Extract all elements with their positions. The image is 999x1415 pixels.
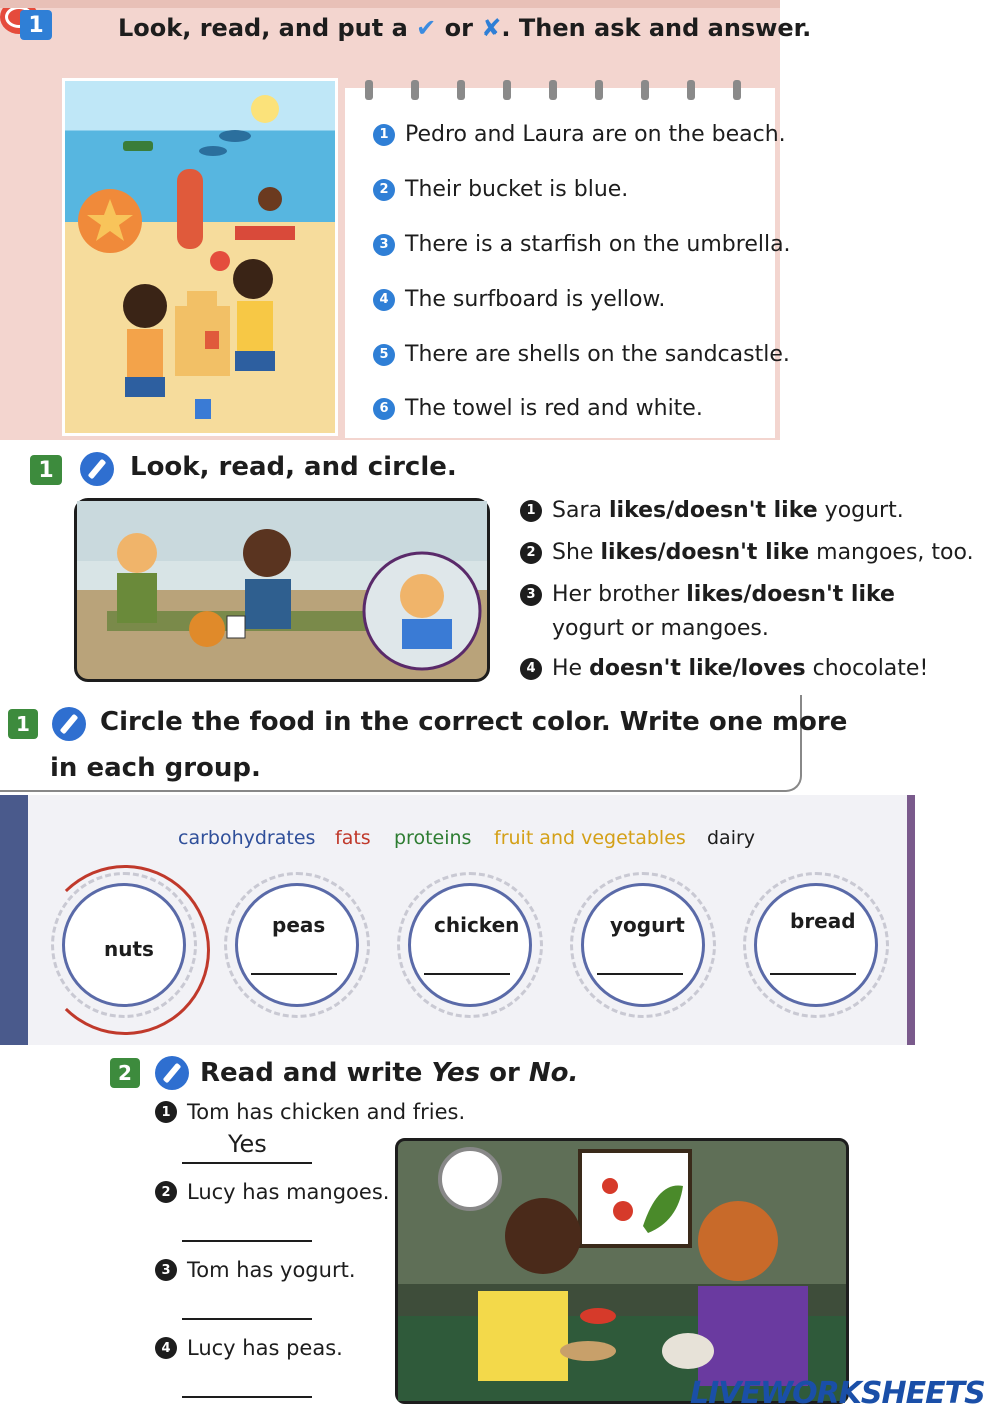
option-separator: /: [732, 656, 741, 681]
line-end: yogurt.: [824, 498, 904, 523]
food-chicken[interactable]: chicken: [434, 913, 520, 937]
option-1[interactable]: doesn't like: [589, 656, 733, 681]
answer-line-peas[interactable]: [251, 973, 337, 975]
line-continuation: yogurt or mangoes.: [552, 616, 769, 641]
likes-line-3-cont: [552, 616, 769, 641]
title-text: Look, read, and put a: [118, 14, 408, 42]
exercise-likes: [0, 440, 999, 695]
title-text-2: . Then ask and answer.: [501, 14, 812, 42]
question-text: Tom has yogurt.: [187, 1258, 356, 1282]
food-circle-4[interactable]: [581, 883, 705, 1007]
exercise-title: Circle the food in the correct color. Write one more: [100, 707, 848, 737]
title-or: or: [489, 1058, 520, 1088]
statement-1[interactable]: [373, 122, 786, 147]
title-text: Read and write: [200, 1058, 423, 1088]
food-circle-5[interactable]: [754, 883, 878, 1007]
line-subject: Sara: [552, 498, 602, 523]
answer-1-text[interactable]: Yes: [228, 1130, 267, 1158]
question-text: Tom has chicken and fries.: [187, 1100, 466, 1124]
option-1[interactable]: likes: [608, 498, 667, 523]
question-1: [155, 1100, 465, 1124]
statement-text: Pedro and Laura are on the beach.: [405, 122, 786, 147]
answer-line-4[interactable]: [182, 1396, 312, 1398]
liveworksheets-watermark: LIVEWORKSHEETS: [690, 1376, 985, 1411]
title-or: or: [444, 14, 473, 42]
exercise-number: 1: [8, 709, 38, 739]
question-number: 4: [155, 1337, 177, 1359]
pencil-icon: [80, 452, 114, 486]
option-separator: /: [666, 498, 675, 523]
category-fats: fats: [335, 827, 371, 849]
option-2[interactable]: doesn't like: [751, 582, 895, 607]
option-2[interactable]: doesn't like: [665, 540, 810, 565]
food-yogurt[interactable]: yogurt: [610, 913, 685, 937]
beach-illustration: [62, 78, 338, 436]
question-number: 3: [155, 1259, 177, 1281]
question-text: Lucy has peas.: [187, 1336, 343, 1360]
line-end: mangoes, too.: [816, 540, 974, 565]
statement-number: 4: [373, 289, 395, 311]
option-2[interactable]: doesn't like: [674, 498, 818, 523]
statement-number: 2: [373, 179, 395, 201]
gear-decoration: [0, 795, 28, 1045]
notebook-rings: [365, 80, 741, 100]
answer-line-2[interactable]: [182, 1240, 312, 1242]
option-2[interactable]: loves: [740, 656, 806, 681]
question-4: [155, 1336, 343, 1360]
question-text: Lucy has mangoes.: [187, 1180, 390, 1204]
exercise-number: 1: [30, 455, 62, 485]
answer-line-bread[interactable]: [770, 973, 856, 975]
food-bread[interactable]: bread: [790, 909, 856, 933]
line-subject: Her brother: [552, 582, 680, 607]
food-nuts[interactable]: nuts: [104, 937, 154, 961]
statement-text: There is a starfish on the umbrella.: [405, 232, 791, 257]
answer-line-yogurt[interactable]: [597, 973, 683, 975]
statement-6[interactable]: [373, 396, 703, 421]
kitchen-illustration: [74, 498, 490, 682]
statement-2[interactable]: [373, 177, 628, 202]
tick-icon: ✔: [416, 14, 437, 42]
dinner-table-illustration: [395, 1138, 849, 1404]
likes-line-4: [520, 656, 928, 681]
answer-line-chicken[interactable]: [424, 973, 510, 975]
likes-line-2: [520, 540, 974, 565]
answer-line-3[interactable]: [182, 1318, 312, 1320]
answer-line-1[interactable]: [182, 1162, 312, 1164]
statement-text: The towel is red and white.: [405, 396, 703, 421]
line-end: chocolate!: [812, 656, 929, 681]
question-number: 2: [155, 1181, 177, 1203]
exercise-beach: [0, 0, 812, 440]
statement-text: There are shells on the sandcastle.: [405, 342, 790, 367]
question-number: 1: [155, 1101, 177, 1123]
title-yes: Yes: [431, 1058, 481, 1088]
statement-3[interactable]: [373, 232, 791, 257]
statement-number: 6: [373, 398, 395, 420]
exercise-title: [200, 1058, 578, 1088]
food-peas[interactable]: peas: [272, 913, 326, 937]
exercise-yes-no: [100, 1050, 850, 1415]
option-1[interactable]: likes: [686, 582, 744, 607]
likes-line-1: [520, 498, 904, 523]
red-circle-mark: [40, 865, 210, 1035]
question-2: [155, 1180, 389, 1204]
category-dairy: dairy: [707, 827, 756, 849]
top-border: [0, 0, 780, 8]
statement-number: 1: [373, 124, 395, 146]
line-number: 1: [520, 500, 542, 522]
option-separator: /: [657, 540, 666, 565]
exercise-title: Look, read, and circle.: [130, 452, 457, 482]
statement-text: The surfboard is yellow.: [405, 287, 666, 312]
likes-line-3: [520, 582, 895, 607]
category-proteins: proteins: [394, 827, 472, 849]
statement-text: Their bucket is blue.: [405, 177, 629, 202]
exercise-number: 2: [110, 1058, 140, 1088]
food-circle-3[interactable]: [408, 883, 532, 1007]
pencil-icon: [52, 707, 86, 741]
category-fruit-and-vegetables: fruit and vegetables: [494, 827, 686, 849]
line-subject: She: [552, 540, 594, 565]
exercise-title-line2: in each group.: [50, 753, 261, 783]
band-edge: [907, 795, 915, 1045]
title-no: No.: [528, 1058, 579, 1088]
statements-notebook: [345, 88, 791, 438]
statement-4[interactable]: [373, 287, 665, 312]
exercise-title: [118, 14, 811, 42]
statement-number: 3: [373, 234, 395, 256]
pencil-icon: [155, 1056, 189, 1090]
food-circle-2[interactable]: [235, 883, 359, 1007]
statement-number: 5: [373, 344, 395, 366]
statement-5[interactable]: [373, 342, 790, 367]
option-1[interactable]: likes: [600, 540, 658, 565]
line-number: 4: [520, 658, 542, 680]
option-separator: /: [743, 582, 752, 607]
line-number: 3: [520, 584, 542, 606]
line-subject: He: [552, 656, 583, 681]
line-number: 2: [520, 542, 542, 564]
category-carbohydrates: carbohydrates: [178, 827, 316, 849]
exercise-number: 1: [20, 10, 52, 40]
cross-icon: ✘: [481, 14, 502, 42]
question-3: [155, 1258, 356, 1282]
